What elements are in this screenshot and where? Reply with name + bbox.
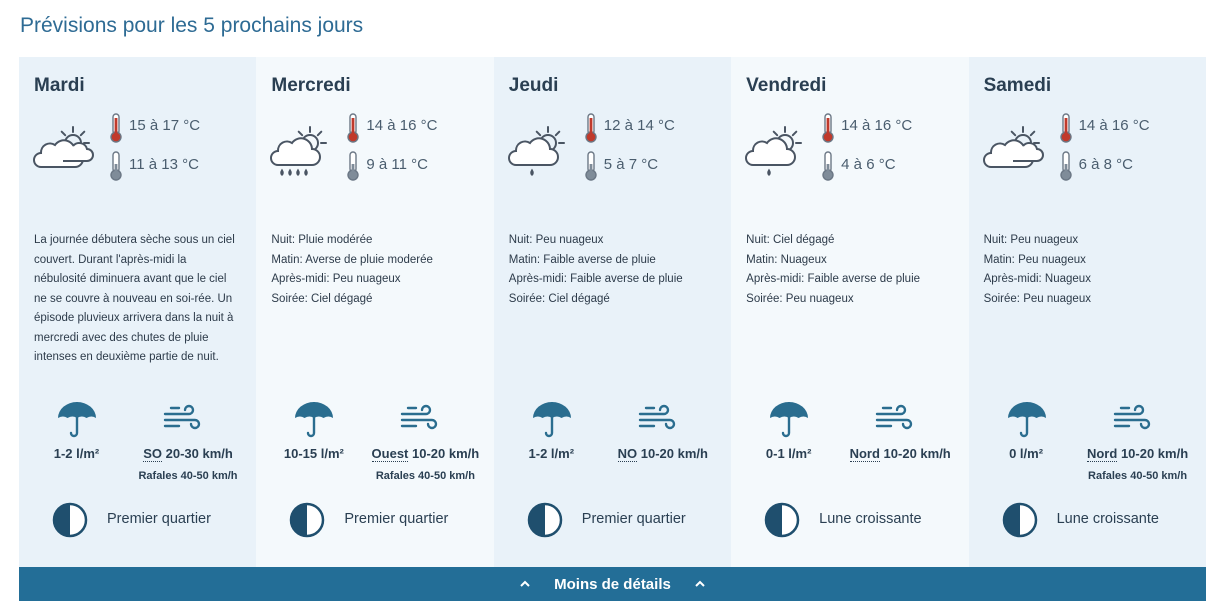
- umbrella-icon: [56, 400, 98, 440]
- wind-gusts: Rafales 40-50 km/h: [138, 470, 238, 482]
- wind-icon: [400, 404, 438, 434]
- thermometer-cold-icon: [346, 151, 360, 181]
- day-column: [19, 57, 256, 567]
- day-description-line: Après-midi: Nuageux: [983, 273, 1091, 285]
- day-description: [271, 231, 479, 309]
- shower-sun-icon: [745, 123, 811, 177]
- wind-value: [598, 446, 728, 461]
- day-description-line: Nuit: Pluie modérée: [271, 234, 373, 246]
- cloudy-sun-icon: [983, 123, 1049, 177]
- umbrella-icon: [531, 400, 573, 440]
- thermometer-cold-icon: [109, 151, 123, 181]
- umbrella-icon: [1006, 400, 1048, 440]
- wind-speed: 10-20 km/h: [883, 446, 951, 461]
- day-name: Mercredi: [271, 75, 351, 96]
- thermometer-hot-icon: [821, 113, 835, 143]
- wind-speed: 10-20 km/h: [640, 446, 708, 461]
- temp-min: 6 à 8 °C: [1078, 156, 1133, 173]
- day-description-line: Après-midi: Faible averse de pluie: [746, 273, 921, 285]
- wind-value: [1073, 446, 1203, 461]
- moon-phase-icon: [1002, 502, 1038, 538]
- temp-max: 15 à 17 °C: [129, 117, 201, 134]
- day-description-line: Soirée: Ciel dégagé: [271, 292, 373, 305]
- chevron-up-icon: [520, 579, 530, 589]
- temp-max: 14 à 16 °C: [1078, 117, 1150, 134]
- precipitation-value: 0-1 l/m²: [765, 446, 812, 461]
- day-name: Mardi: [34, 75, 85, 96]
- day-description-line: La journée débutera sèche sous un ciel couvert. Durant l'après-midi la nébulosité diminuera avant que le ciel ne se couvre à nouveau en soi-rée. Un épisode pluvieux arrivera dans la nuit à mercredi avec des chutes de pluie intenses en deuxième partie de nuit.: [34, 234, 235, 363]
- precipitation-value: 1-2 l/m²: [528, 446, 575, 461]
- forecast-grid: [19, 57, 1206, 567]
- wind-speed: 20-30 km/h: [165, 446, 233, 461]
- moon-phase-label: Premier quartier: [107, 511, 211, 527]
- temp-min: 4 à 6 °C: [841, 156, 896, 173]
- thermometer-cold-icon: [821, 151, 835, 181]
- day-description: [746, 231, 954, 309]
- day-description: [509, 231, 717, 309]
- wind-icon: [875, 404, 913, 434]
- temp-max: 14 à 16 °C: [841, 117, 913, 134]
- day-name: Jeudi: [508, 75, 559, 96]
- thermometer-cold-icon: [584, 151, 598, 181]
- day-column: [256, 57, 493, 567]
- umbrella-icon: [293, 400, 335, 440]
- shower-sun-icon: [508, 123, 574, 177]
- wind-direction[interactable]: Nord: [849, 446, 880, 461]
- day-description: [984, 231, 1192, 309]
- wind-direction[interactable]: Nord: [1086, 446, 1118, 461]
- day-description-line: Matin: Averse de pluie moderée: [271, 253, 433, 266]
- day-description-line: Matin: Nuageux: [746, 253, 827, 266]
- wind-direction[interactable]: NO: [617, 446, 638, 461]
- precipitation-value: 10-15 l/m²: [283, 446, 344, 461]
- thermometer-hot-icon: [584, 113, 598, 143]
- wind-direction[interactable]: SO: [143, 446, 162, 461]
- temp-min: 9 à 11 °C: [366, 156, 428, 173]
- precipitation-value: 1-2 l/m²: [53, 446, 100, 461]
- day-description-line: Nuit: Ciel dégagé: [746, 234, 835, 246]
- day-column: [969, 57, 1206, 567]
- thermometer-hot-icon: [109, 113, 123, 143]
- day-description-line: Après-midi: Faible averse de pluie: [508, 273, 683, 285]
- page-title: Prévisions pour les 5 prochains jours: [20, 14, 364, 37]
- day-name: Samedi: [983, 75, 1052, 96]
- less-details-button[interactable]: [19, 567, 1206, 601]
- wind-icon: [1113, 404, 1151, 434]
- day-description-line: Nuit: Peu nuageux: [508, 234, 604, 246]
- cloudy-sun-icon: [33, 123, 99, 177]
- wind-gusts: Rafales 40-50 km/h: [1088, 470, 1188, 482]
- wind-speed: 10-20 km/h: [1120, 446, 1189, 461]
- precipitation-value: 0 l/m²: [1009, 446, 1044, 461]
- moon-phase-label: Lune croissante: [819, 511, 922, 527]
- thermometer-hot-icon: [1059, 113, 1073, 143]
- temp-max: 12 à 14 °C: [603, 117, 675, 134]
- wind-icon: [638, 404, 676, 434]
- moon-phase-label: Lune croissante: [1056, 511, 1159, 527]
- thermometer-hot-icon: [346, 113, 360, 143]
- temp-min: 5 à 7 °C: [603, 156, 659, 173]
- moon-phase-label: Premier quartier: [344, 511, 449, 527]
- temp-min: 11 à 13 °C: [129, 156, 199, 173]
- day-column: [494, 57, 731, 567]
- temp-max: 14 à 16 °C: [366, 117, 438, 134]
- moon-phase-icon: [764, 502, 800, 538]
- moon-phase-label: Premier quartier: [581, 511, 686, 527]
- wind-gusts: Rafales 40-50 km/h: [375, 470, 475, 482]
- wind-value: [360, 446, 490, 461]
- wind-speed: 10-20 km/h: [412, 446, 480, 461]
- wind-direction[interactable]: Ouest: [371, 446, 409, 461]
- day-description-line: Soirée: Peu nuageux: [983, 292, 1091, 305]
- day-name: Vendredi: [746, 75, 827, 96]
- umbrella-icon: [768, 400, 810, 440]
- moon-phase-icon: [527, 502, 563, 538]
- day-description-line: Soirée: Ciel dégagé: [508, 292, 610, 305]
- thermometer-cold-icon: [1059, 151, 1073, 181]
- day-description: [34, 231, 242, 368]
- wind-value: [835, 446, 965, 461]
- day-description-line: Matin: Peu nuageux: [983, 253, 1086, 266]
- day-description-line: Matin: Faible averse de pluie: [508, 253, 656, 266]
- rain-sun-icon: [270, 123, 336, 177]
- moon-phase-icon: [52, 502, 88, 538]
- day-column: [731, 57, 968, 567]
- wind-value: [123, 446, 253, 461]
- less-details-label: Moins de détails: [554, 575, 671, 593]
- wind-icon: [163, 404, 201, 434]
- day-description-line: Nuit: Peu nuageux: [983, 234, 1079, 246]
- day-description-line: Après-midi: Peu nuageux: [271, 273, 401, 285]
- chevron-up-icon: [695, 579, 705, 589]
- day-description-line: Soirée: Peu nuageux: [746, 292, 854, 305]
- moon-phase-icon: [289, 502, 325, 538]
